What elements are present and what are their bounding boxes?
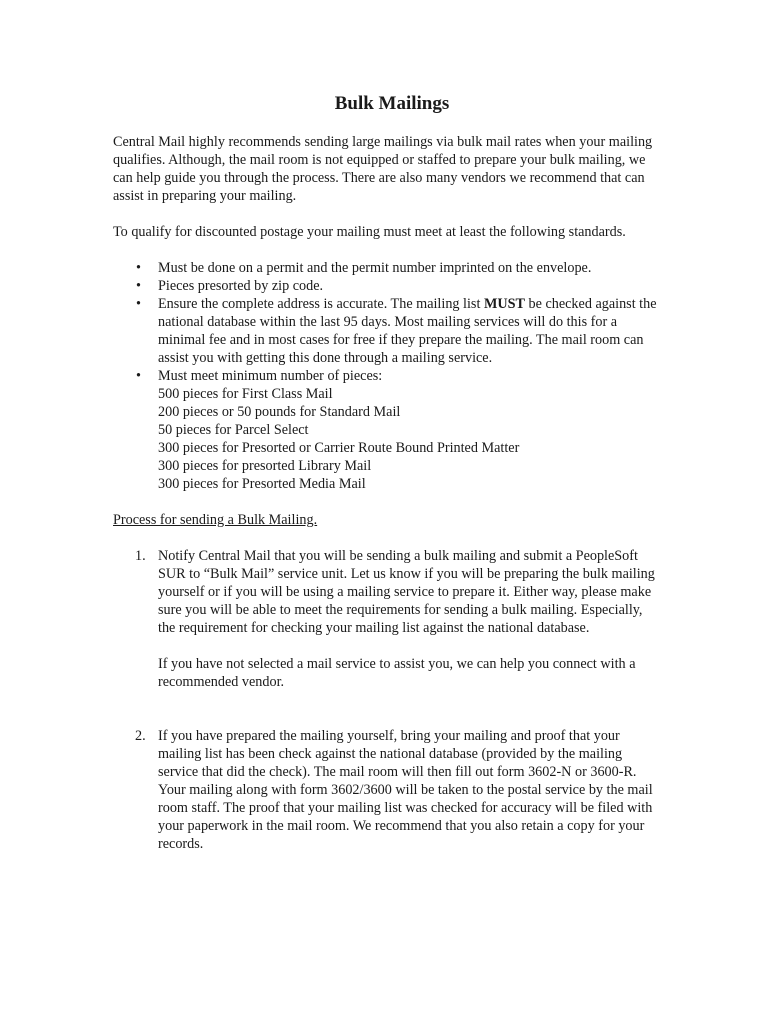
minimum-line: 300 pieces for presorted Library Mail <box>158 458 372 474</box>
step-number: 2. <box>135 728 146 744</box>
page-title: Bulk Mailings <box>334 93 450 114</box>
standards-list <box>113 259 661 493</box>
bullet-text: Must be done on a permit and the permit number imprinted on the envelope. <box>158 260 592 276</box>
list-item <box>113 259 661 277</box>
list-item <box>113 547 661 691</box>
bullet-text-pre: Ensure the complete address is accurate. The mailing list <box>158 296 484 312</box>
bullet-text: Pieces presorted by zip code. <box>158 278 324 294</box>
intro-paragraph: Central Mail highly recommends sending large mailings via bulk mail rates when your mailing qualifies. Although, the mail room is not equipped or staffed to prepare your bulk mailing, we can help guide you through the process. There are also many vendors we recommend that can assist in preparing your mailing. <box>113 134 653 204</box>
step-text: If you have prepared the mailing yourself, bring your mailing and proof that your mailing list has been check against the national database (provided by the mailing service that did the check). The mail room will then fill out form 3602-N or 3600-R. Your mailing along with form 3602/3600 will be taken to the postal service by the mail room staff. The proof that your mailing list was checked for accuracy will be filed with your paperwork in the mail room. We recommend that you also retain a copy for your records. <box>158 728 653 852</box>
list-item <box>113 367 661 493</box>
bullet-icon: • <box>136 368 141 384</box>
minimum-line: 50 pieces for Parcel Select <box>158 422 309 438</box>
minimum-line: 200 pieces or 50 pounds for Standard Mail <box>158 404 401 420</box>
bullet-icon: • <box>136 278 141 294</box>
step-extra-text: If you have not selected a mail service to assist you, we can help you connect with a recommended vendor. <box>158 656 636 690</box>
bullet-icon: • <box>136 296 141 312</box>
list-item <box>113 727 661 853</box>
step-text: Notify Central Mail that you will be sending a bulk mailing and submit a PeopleSoft SUR to “Bulk Mail” service unit. Let us know if you will be preparing the bulk mailing yourself or if you will be using a mailing service to prepare it. Either way, please make sure you will be able to meet the requirements for sending a bulk mailing. Especially, the requirement for checking your mailing list against the national database. <box>158 548 655 636</box>
minimum-line: 500 pieces for First Class Mail <box>158 386 333 402</box>
bullet-text-post: be checked against the national database within the last 95 days. Most mailing services will do this for a minimal fee and in most cases for free if they prepare the mailing. The mail room can assist you with getting this done through a mailing service. <box>158 296 657 366</box>
qualify-paragraph: To qualify for discounted postage your mailing must meet at least the following standards. <box>113 224 626 240</box>
step-number: 1. <box>135 548 146 564</box>
minimum-line: 300 pieces for Presorted Media Mail <box>158 476 366 492</box>
list-item <box>113 295 661 367</box>
list-item <box>113 277 661 295</box>
bullet-icon: • <box>136 260 141 276</box>
minimum-line: 300 pieces for Presorted or Carrier Route Bound Printed Matter <box>158 440 520 456</box>
bullet-text: Must meet minimum number of pieces: <box>158 368 383 384</box>
process-steps <box>113 547 661 853</box>
emphasis-must: MUST <box>483 296 525 312</box>
process-heading: Process for sending a Bulk Mailing. <box>113 512 318 528</box>
document-page <box>113 92 661 853</box>
